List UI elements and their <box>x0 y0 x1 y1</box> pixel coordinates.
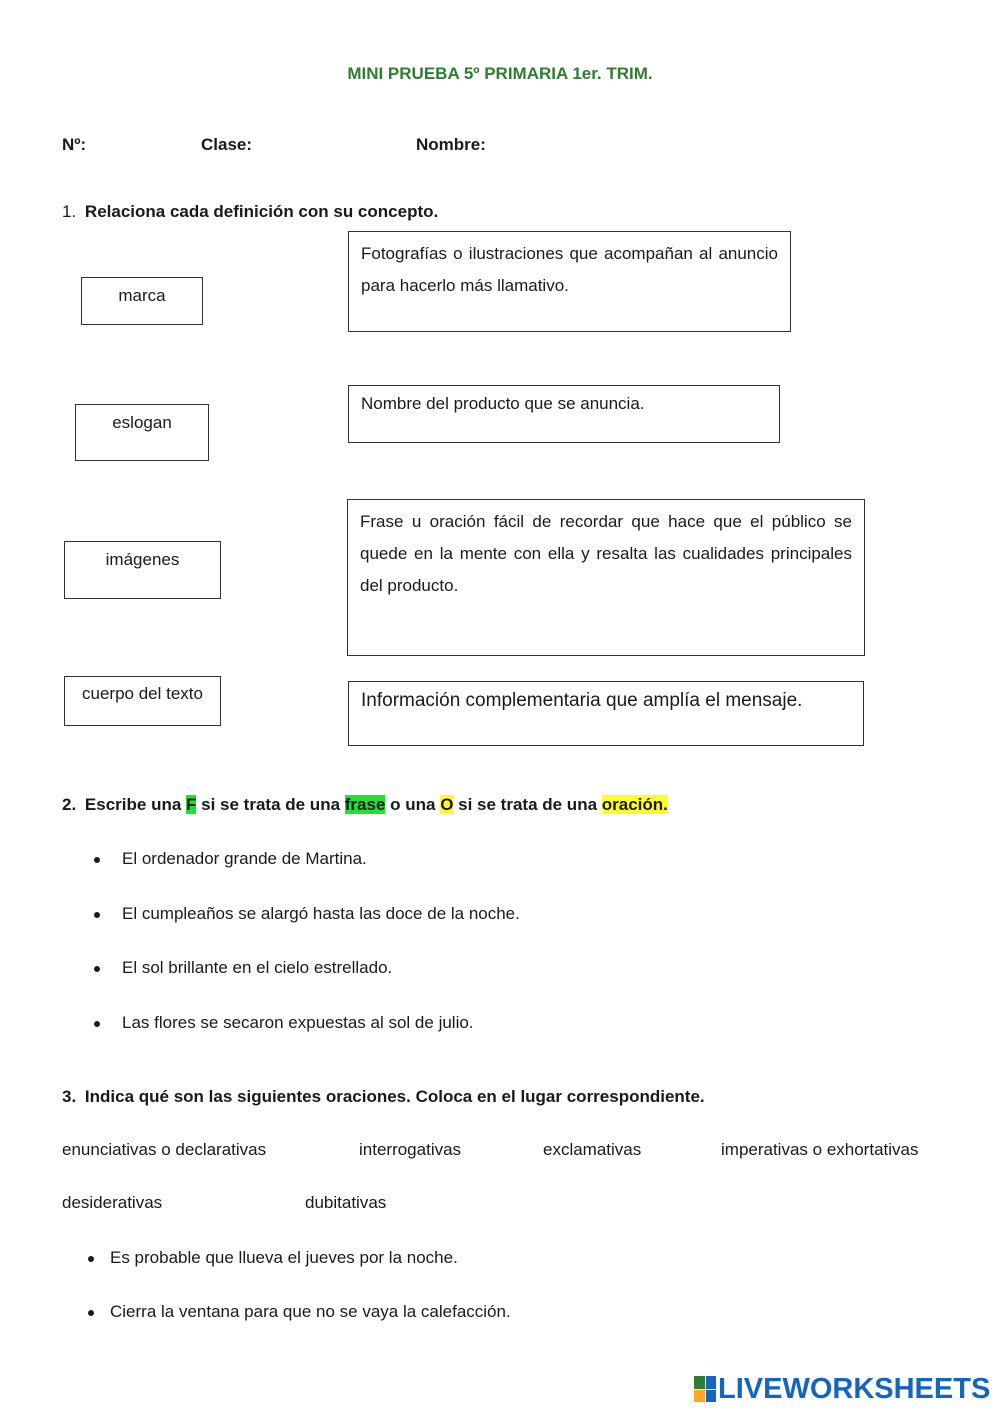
list-item-text: Cierra la ventana para que no se vaya la calefacción. <box>110 1302 511 1321</box>
definition-text: Frase u oración fácil de recordar que hace que el público se quede en la mente con ella y resalta las cualidades principales del producto. <box>360 512 852 595</box>
page-title: MINI PRUEBA 5º PRIMARIA 1er. TRIM. <box>347 64 653 83</box>
brand-name: LIVEWORKSHEETS <box>718 1372 991 1405</box>
bullet-icon <box>88 1256 94 1262</box>
list-item-text: Las flores se secaron expuestas al sol de julio. <box>122 1013 474 1032</box>
option-imperativas[interactable]: imperativas o exhortativas <box>721 1140 919 1159</box>
definition-text: Información complementaria que amplía el mensaje. <box>361 690 803 711</box>
definition-box-1[interactable] <box>348 231 791 332</box>
logo-icon <box>694 1376 716 1402</box>
option-dubitativas[interactable]: dubitativas <box>305 1193 387 1212</box>
number-label: Nº: <box>62 135 87 154</box>
question-3-number: 3. <box>62 1087 77 1106</box>
question-2-text-1: Escribe una <box>84 795 187 814</box>
concept-label: cuerpo del texto <box>82 684 203 703</box>
list-item <box>94 1013 474 1033</box>
bullet-icon <box>88 1310 94 1316</box>
liveworksheets-logo <box>694 1374 990 1404</box>
bullet-icon <box>94 1021 100 1027</box>
concept-label: imágenes <box>105 550 180 569</box>
question-3-prompt: Indica qué son las siguientes oraciones. Coloca en el lugar correspondiente. <box>84 1087 705 1106</box>
highlight-f: F <box>186 795 197 814</box>
concept-box-cuerpo-del-texto[interactable] <box>64 676 221 726</box>
list-item <box>94 904 520 924</box>
list-item-text: El ordenador grande de Martina. <box>122 849 367 868</box>
concept-box-eslogan[interactable] <box>75 404 209 461</box>
option-enunciativas[interactable]: enunciativas o declarativas <box>62 1140 267 1159</box>
list-item-text: Es probable que llueva el jueves por la noche. <box>110 1248 458 1267</box>
question-1-number: 1. <box>62 202 77 221</box>
concept-box-marca[interactable] <box>81 277 203 325</box>
option-interrogativas[interactable]: interrogativas <box>359 1140 462 1159</box>
question-2-text-4: si se trata de una <box>453 795 602 814</box>
bullet-icon <box>94 966 100 972</box>
concept-label: marca <box>118 286 166 305</box>
question-2-text-2: si se trata de una <box>196 795 345 814</box>
question-1-prompt: Relaciona cada definición con su concepto. <box>84 202 439 221</box>
class-label: Clase: <box>201 135 253 154</box>
list-item-text: El cumpleaños se alargó hasta las doce de la noche. <box>122 904 520 923</box>
highlight-frase: frase <box>344 795 386 814</box>
definition-text: Nombre del producto que se anuncia. <box>361 394 645 413</box>
list-item <box>88 1302 511 1322</box>
option-exclamativas[interactable]: exclamativas <box>543 1140 642 1159</box>
definition-box-4[interactable] <box>348 681 864 746</box>
bullet-icon <box>94 857 100 863</box>
question-2-heading <box>62 795 668 815</box>
definition-box-2[interactable] <box>348 385 780 443</box>
definition-text: Fotografías o ilustraciones que acompañan al anuncio para hacerlo más llamativo. <box>361 244 778 295</box>
option-desiderativas[interactable]: desiderativas <box>62 1193 163 1212</box>
list-item <box>88 1248 458 1268</box>
question-2-text-3: o una <box>385 795 441 814</box>
concept-label: eslogan <box>112 413 172 432</box>
list-item <box>94 849 367 869</box>
question-3-heading <box>62 1087 705 1107</box>
highlight-o: O <box>440 795 454 814</box>
name-label: Nombre: <box>416 135 486 154</box>
bullet-icon <box>94 912 100 918</box>
list-item <box>94 958 392 978</box>
highlight-oracion: oración. <box>601 795 668 814</box>
question-1-heading <box>62 202 438 222</box>
question-2-number: 2. <box>62 795 77 814</box>
list-item-text: El sol brillante en el cielo estrellado. <box>122 958 393 977</box>
concept-box-imagenes[interactable] <box>64 541 221 599</box>
definition-box-3[interactable] <box>347 499 865 656</box>
